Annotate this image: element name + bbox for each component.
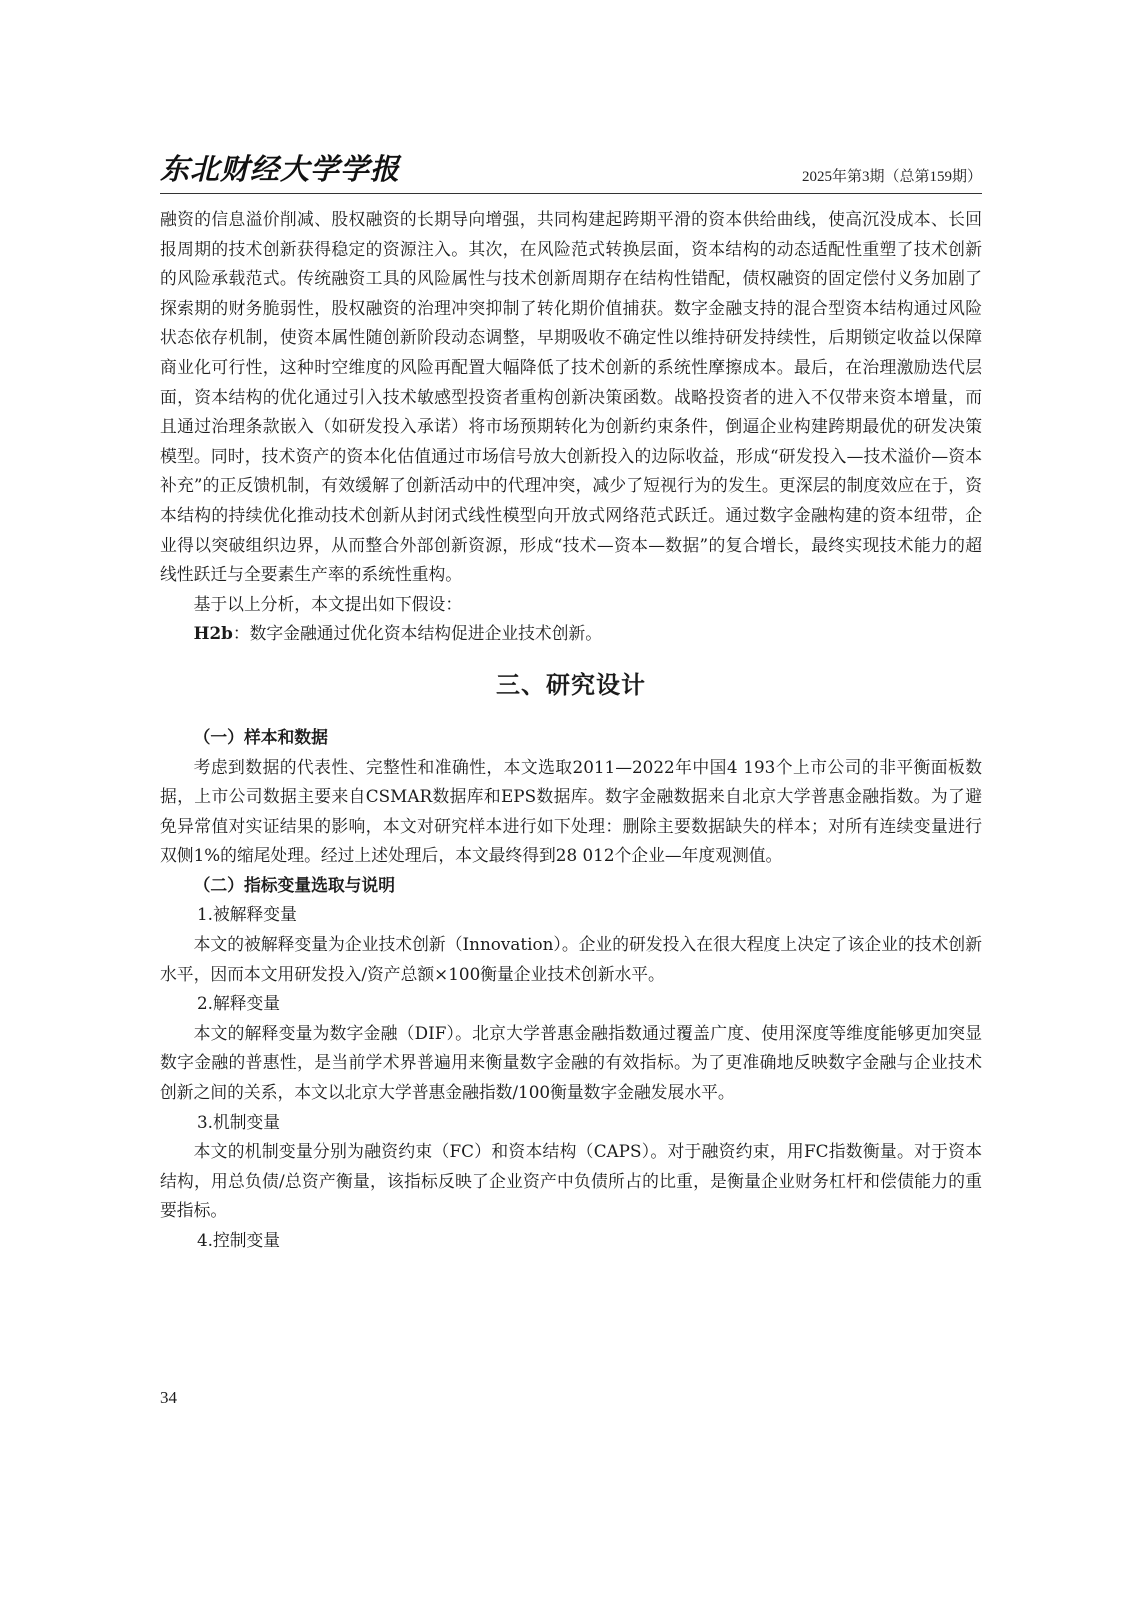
- paragraph-sample-data: 考虑到数据的代表性、完整性和准确性，本文选取2011—2022年中国4 193个上市公司的非平衡面板数据，上市公司数据主要来自CSMAR数据库和EPS数据库。数字金融数据来自北京大学普惠金融指数。为了避免异常值对实证结果的影响，本文对研究样本进行如下处理：删除主要数据缺失的样本；对所有连续变量进行双侧1%的缩尾处理。经过上述处理后，本文最终得到28 012个企业—年度观测值。: [160, 756, 982, 866]
- paragraph-mechanism: 融资的信息溢价削减、股权融资的长期导向增强，共同构建起跨期平滑的资本供给曲线，使高沉没成本、长回报周期的技术创新获得稳定的资源注入。其次，在风险范式转换层面，资本结构的动态适配性重塑了技术创新的风险承载范式。传统融资工具的风险属性与技术创新周期存在结构性错配，债权融资的固定偿付义务加剧了探索期的财务脆弱性，股权融资的治理冲突抑制了转化期价值捕获。数字金融支持的混合型资本结构通过风险状态依存机制，使资本属性随创新阶段动态调整，早期吸收不确定性以维持研发持续性，后期锁定收益以保障商业化可行性，这种时空维度的风险再配置大幅降低了技术创新的系统性摩擦成本。最后，在治理激励迭代层面，资本结构的优化通过引入技术敏感型投资者重构创新决策函数。战略投资者的进入不仅带来资本增量，而且通过治理条款嵌入（如研发投入承诺）将市场预期转化为创新约束条件，倒逼企业构建跨期最优的研发决策模型。同时，技术资产的资本化估值通过市场信号放大创新投入的边际收益，形成“研发投入—技术溢价—资本补充”的正反馈机制，有效缓解了创新活动中的代理冲突，减少了短视行为的发生。更深层的制度效应在于，资本结构的持续优化推动技术创新从封闭式线性模型向开放式网络范式跃迁。通过数字金融构建的资本纽带，企业得以突破组织边界，从而整合外部创新资源，形成“技术—资本—数据”的复合增长，最终实现技术能力的超线性跃迁与全要素生产率的系统性重构。: [160, 209, 982, 585]
- hypothesis-label: H2b: [193, 623, 233, 644]
- journal-title: 东北财经大学学报: [160, 152, 401, 186]
- subsection-sample-data: （一）样本和数据: [193, 726, 328, 747]
- header-rule: [160, 193, 982, 194]
- hypothesis-text: ：数字金融通过优化资本结构促进企业技术创新。: [232, 623, 603, 644]
- subsection-variables: （二）指标变量选取与说明: [193, 874, 395, 895]
- paragraph-explanatory-variable: 本文的解释变量为数字金融（DIF）。北京大学普惠金融指数通过覆盖广度、使用深度等维度能够更加突显数字金融的普惠性，是当前学术界普遍用来衡量数字金融的有效指标。为了更准确地反映数字金融与企业技术创新之间的关系，本文以北京大学普惠金融指数/100衡量数字金融发展水平。: [160, 1022, 982, 1103]
- section-title: 三、研究设计: [496, 669, 646, 699]
- running-header: [160, 150, 982, 194]
- hypothesis-h2b: [160, 619, 982, 649]
- page-number: 34: [160, 1388, 177, 1407]
- paragraph-dependent-variable: 本文的被解释变量为企业技术创新（Innovation）。企业的研发投入在很大程度上决定了该企业的技术创新水平，因而本文用研发投入/资产总额×100衡量企业技术创新水平。: [160, 934, 982, 984]
- article-body: [160, 205, 982, 1256]
- issue-info: 2025年第3期（总第159期）: [801, 169, 982, 185]
- paragraph-mechanism-variables: 本文的机制变量分别为融资约束（FC）和资本结构（CAPS）。对于融资约束，用FC指数衡量。对于资本结构，用总负债/总资产衡量，该指标反映了企业资产中负债所占的比重，是衡量企业财务杠杆和偿债能力的重要指标。: [160, 1141, 982, 1221]
- heading-control-variables: 4.控制变量: [196, 1230, 281, 1250]
- paragraph-hypothesis-intro: 基于以上分析，本文提出如下假设：: [193, 593, 463, 614]
- heading-dependent-variable: 1.被解释变量: [196, 904, 297, 925]
- heading-mechanism-variables: 3.机制变量: [196, 1111, 281, 1132]
- heading-explanatory-variable: 2.解释变量: [196, 993, 281, 1014]
